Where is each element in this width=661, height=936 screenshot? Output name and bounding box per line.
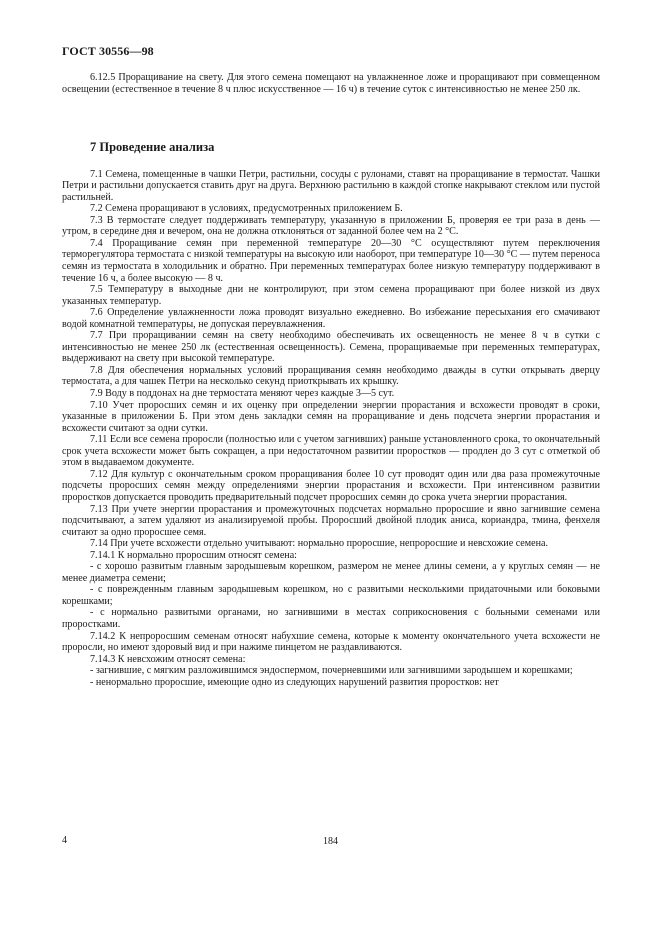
standard-header: ГОСТ 30556—98 [62,44,154,58]
paragraph-7-14-3: 7.14.3 К невсхожим относят семена: [90,653,246,665]
paragraph-7-11: 7.11 Если все семена проросли (полностью или с учетом загнивших) раньше установленного срока, то окончательный срок учета всхожести может быть сокращен, а при недостаточном развитии проростков — продлен до 3 сут с отметкой об этом в выдаваемом документе. [62,434,600,469]
list-item: - ненормально проросшие, имеющие одно из следующих нарушений развития проростков: нет [90,676,499,688]
paragraph-7-7: 7.7 При проращивании семян на свету необходимо обеспечивать их освещенность не менее 8 ч в сутки с интенсивностью не менее 250 лк (естественная освещенность). Семена, проращиваемые при переменных температурах, выдерживают на свету при высокой температуре. [62,330,600,365]
page-number-center: 184 [323,836,338,847]
paragraph-7-3: 7.3 В термостате следует поддерживать температуру, указанную в приложении Б, проверяя ее три раза в день — утром, в середине дня и вечером, она не должна отклоняться от заданной более чем на 2 °С. [62,214,600,238]
paragraph-7-10: 7.10 Учет проросших семян и их оценку при определении энергии прорастания и всхожести проводят в сроки, указанные в приложении Б. При этом день закладки семян на проращивание и день подсчета энергии прорастания и всхожести считают за одни сутки. [62,399,600,434]
paragraph-7-2: 7.2 Семена проращивают в условиях, предусмотренных приложением Б. [90,203,403,215]
paragraph-6-12-5: 6.12.5 Проращивание на свету. Для этого семена помещают на увлажненное ложе и проращивают при совмещенном освещении (естественное в течение 8 ч плюс искусственное — 16 ч) в течение суток с интенсивностью не менее 250 лк. [62,72,600,95]
paragraph-7-4: 7.4 Проращивание семян при переменной температуре 20—30 °С осуществляют путем переключения терморегулятора термостата с низкой температуры на высокую или наоборот, при температуре 10—30 °С — путем переноса семян из термостата в холодильник и обратно. При переменных температурах более низкую температуру поддерживают в течение 16 ч, а более высокую — 8 ч. [62,237,600,284]
paragraph-7-13: 7.13 При учете энергии прорастания и промежуточных подсчетах нормально проросшие и явно загнившие семена подсчитывают, а затем удаляют из анализируемой пробы. Проросший двойной плодик аниса, кориандра, тмина, фенхеля считают за одно проросшее семя. [62,503,600,538]
page-number-left: 4 [62,835,67,846]
paragraph-7-1: 7.1 Семена, помещенные в чашки Петри, растильни, сосуды с рулонами, ставят на проращивание в термостат. Чашки Петри и растильни допускается ставить друг на друга. Верхнюю растильню в каждой стопке накрывают стеклом или пустой растильней. [62,168,600,203]
section-title: 7 Проведение анализа [90,140,215,155]
paragraph-7-9: 7.9 Воду в поддонах на дне термостата меняют через каждые 3—5 сут. [90,388,395,400]
paragraph-7-14-1: 7.14.1 К нормально проросшим относят семена: [90,549,297,561]
paragraph-7-14: 7.14 При учете всхожести отдельно учитывают: нормально проросшие, непроросшие и невсхожие семена. [90,538,549,550]
paragraph-7-8: 7.8 Для обеспечения нормальных условий проращивания семян необходимо дважды в сутки открывать дверцу термостата, а для чашек Петри на несколько секунд приоткрывать их крышку. [62,364,600,388]
paragraph-7-14-2: 7.14.2 К непроросшим семенам относят набухшие семена, которые к моменту окончательного учета всхожести не проросли, но имеют здоровый вид и при нажиме пинцетом не раздавливаются. [62,630,600,654]
list-item: - с хорошо развитым главным зародышевым корешком, размером не менее длины семени, а у круглых семян — не менее диаметра семени; [62,561,600,584]
list-item: - загнившие, с мягким разложившимся эндоспермом, почерневшими или загнившими зародышем и корешками; [90,665,573,677]
paragraph-7-5: 7.5 Температуру в выходные дни не контролируют, при этом семена проращивают при более низкой из двух указанных температур. [62,284,600,307]
list-item: - с нормально развитыми органами, но загнившими в местах соприкосновения с больными семенами или проростками. [62,607,600,630]
list-item: - с поврежденным главным зародышевым корешком, но с развитыми несколькими придаточными или боковыми корешками; [62,584,600,607]
body-text [62,72,600,688]
paragraph-7-6: 7.6 Определение увлажненности ложа проводят визуально ежедневно. Во избежание пересыхания его смачивают водой комнатной температуры, не допуская переувлажнения. [62,307,600,330]
paragraph-7-12: 7.12 Для культур с окончательным сроком проращивания более 10 сут проводят один или два раза промежуточные подсчеты проросших семян между определениями энергии прорастания и всхожести. При интенсивном развитии проростков допускается проводить предварительный подсчет проросших семян до срока учета энергии прорастания. [62,468,600,503]
